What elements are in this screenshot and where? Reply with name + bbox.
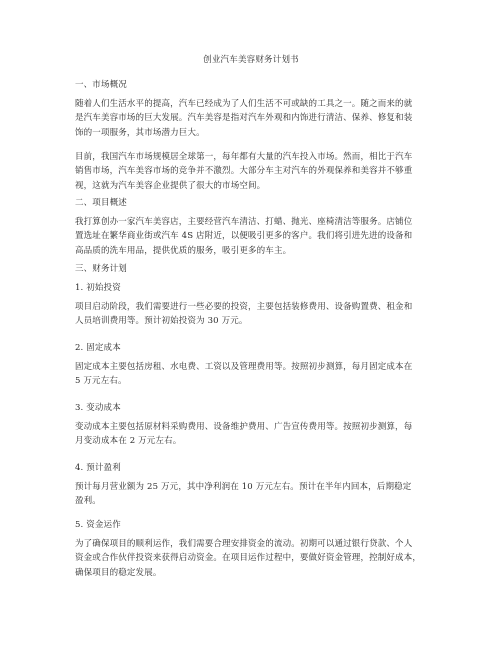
subsection-heading-text: 3. 变动成本	[75, 403, 121, 413]
paragraph	[75, 215, 432, 258]
paragraph-line: 我打算创办一家汽车美容店，主要经营汽车清洁、打蜡、抛光、座椅清洁等服务。店铺位	[75, 217, 413, 227]
subsection-heading-text: 5. 资金运作	[75, 520, 121, 530]
paragraph-line: 视，这就为汽车美容企业提供了很大的市场空间。	[75, 180, 266, 191]
paragraph-line: 是汽车美容市场的巨大发展。汽车美容是指对汽车外观和内饰进行清洁、保养、修复和装	[75, 113, 413, 124]
section-heading-market	[75, 78, 432, 92]
paragraph	[75, 480, 432, 509]
subsection-heading	[75, 341, 432, 355]
paragraph	[75, 537, 432, 580]
paragraph-line: 随着人们生活水平的提高，汽车已经成为了人们生活不可或缺的工具之一。随之而来的就	[75, 99, 413, 109]
subsection-heading	[75, 518, 432, 532]
paragraph-line: 高品质的洗车用品，提供优质的服务，吸引更多的车主。	[75, 245, 292, 256]
subsection-heading-text: 2. 固定成本	[75, 343, 121, 353]
subsection-heading-text: 4. 预计盈利	[75, 463, 121, 473]
subsection-heading	[75, 401, 432, 415]
paragraph	[75, 360, 432, 389]
paragraph-line: 项目启动阶段，我们需要进行一些必要的投资，主要包括装修费用、设备购置费、租金和	[75, 302, 413, 312]
paragraph-line: 预计每月营业额为 25 万元，其中净利润在 10 万元左右。预计在半年内回本，后期稳定	[75, 482, 412, 492]
section-heading: 二、项目概述	[75, 198, 127, 208]
paragraph-line: 盈利。	[75, 496, 101, 507]
section-heading: 三、财务计划	[75, 264, 127, 274]
paragraph	[75, 420, 432, 449]
paragraph-line: 销售市场，汽车美容市场的竞争并不激烈。大部分车主对汽车的外观保养和美容并不够重	[75, 166, 413, 177]
paragraph-line: 为了确保项目的顺利运作，我们需要合理安排资金的流动。初期可以通过银行贷款、个人	[75, 539, 413, 549]
paragraph-line: 确保项目的稳定发展。	[75, 567, 162, 578]
subsection-heading	[75, 461, 432, 475]
paragraph-line: 饰的一项服务，其市场潜力巨大。	[75, 127, 205, 138]
paragraph-line: 月变动成本在 2 万元左右。	[75, 436, 182, 447]
paragraph-line: 资金或合作伙伴投资来获得启动资金。在项目运作过程中，要做好资金管理，控制好成本，	[75, 553, 422, 564]
subsection-heading-text: 1. 初始投资	[75, 283, 121, 293]
subsection-heading	[75, 281, 432, 295]
paragraph	[75, 97, 432, 140]
paragraph-line: 目前，我国汽车市场规模居全球第一，每年都有大量的汽车投入市场。然而，相比于汽车	[75, 152, 413, 162]
paragraph	[75, 300, 432, 329]
section-heading: 一、市场概况	[75, 80, 127, 90]
paragraph-line: 固定成本主要包括房租、水电费、工资以及管理费用等。按照初步测算，每月固定成本在	[75, 362, 413, 372]
paragraph-line: 置选址在繁华商业街或汽车 4S 店附近，以便吸引更多的客户。我们将引进先进的设备和	[75, 231, 413, 242]
paragraph	[75, 150, 432, 193]
paragraph-line: 5 万元左右。	[75, 376, 127, 387]
paragraph-line: 变动成本主要包括原材料采购费用、设备维护费用、广告宣传费用等。按照初步测算，每	[75, 422, 413, 432]
section-heading-overview	[75, 196, 432, 210]
document-title: 创业汽车美容财务计划书	[203, 55, 299, 65]
section-heading-finance	[75, 262, 432, 276]
paragraph-line: 人员培训费用等。预计初始投资为 30 万元。	[75, 316, 248, 327]
